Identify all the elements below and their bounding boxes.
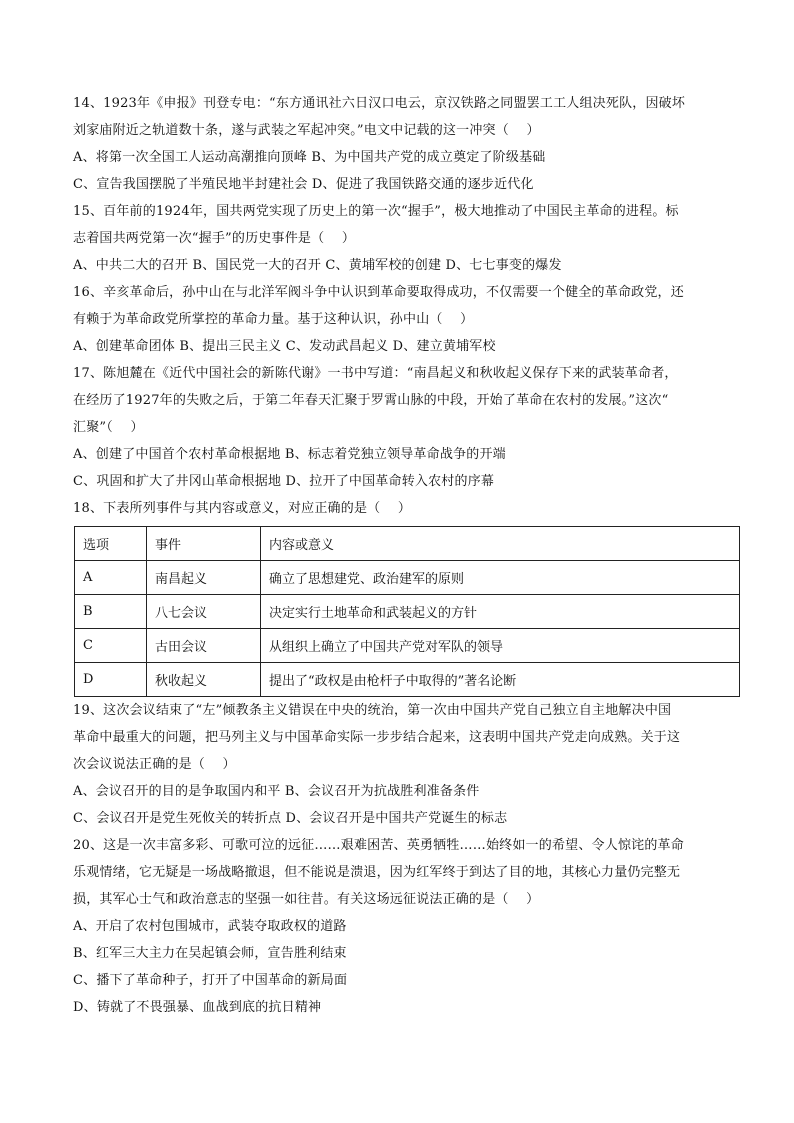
- table-row: [75, 663, 740, 697]
- table-row: [75, 595, 740, 629]
- question-20-option-b: B、红军三大主力在吴起镇会师，宣告胜利结束: [73, 946, 347, 961]
- table-row: [75, 629, 740, 663]
- question-17-options-cd: C、巩固和扩大了井冈山革命根据地 D、拉开了中国革命转入农村的序幕: [73, 474, 495, 489]
- question-17-stem-line-2: 在经历了1927年的失败之后，于第二年春天汇聚于罗霄山脉的中段，开始了革命在农村的发展。”这次“: [73, 393, 669, 408]
- question-17-stem-line-3: 汇聚”（ ）: [73, 420, 144, 435]
- table-cell: D: [75, 663, 147, 697]
- question-20-option-d: D、铸就了不畏强暴、血战到底的抗日精神: [73, 1000, 322, 1015]
- question-19-stem-line-1: 19、这次会议结束了“左”倾教条主义错误在中央的统治，第一次由中国共产党自己独立自主地解决中国: [73, 703, 672, 718]
- table-header-cell: 选项: [75, 527, 147, 561]
- question-14-stem-line-2: 刘家庙附近之轨道数十条，遂与武装之军起冲突。”电文中记载的这一冲突（ ）: [73, 123, 540, 138]
- question-18-stem: 18、下表所列事件与其内容或意义，对应正确的是（ ）: [73, 501, 412, 516]
- question-15: [73, 198, 741, 279]
- table-header-cell: 内容或意义: [261, 527, 740, 561]
- table-header-row: [75, 527, 740, 561]
- question-19-options-ab: A、会议召开的目的是争取国内和平 B、会议召开为抗战胜利准备条件: [73, 784, 480, 799]
- question-17-stem-line-1: 17、陈旭麓在《近代中国社会的新陈代谢》一书中写道：“南昌起义和秋收起义保存下来的武装革命者，: [73, 366, 678, 381]
- question-20-stem-line-3: 损，其军心士气和政治意志的坚强一如往昔。有关这场远征说法正确的是（ ）: [73, 892, 540, 907]
- question-20-stem-line-1: 20、这是一次丰富多彩、可歌可泣的远征……艰难困苦、英勇牺牲……始终如一的希望、令人惊诧的革命: [73, 838, 684, 853]
- question-14-options-ab: A、将第一次全国工人运动高潮推向顶峰 B、为中国共产党的成立奠定了阶级基础: [73, 150, 546, 165]
- question-14-options-cd: C、宣告我国摆脱了半殖民地半封建社会 D、促进了我国铁路交通的逐步近代化: [73, 177, 534, 192]
- table-cell: B: [75, 595, 147, 629]
- question-19-stem-line-2: 革命中最重大的问题，把马列主义与中国革命实际一步步结合起来，这表明中国共产党走向成熟。关于这: [73, 730, 681, 745]
- table-cell: 从组织上确立了中国共产党对军队的领导: [261, 629, 740, 663]
- question-18-table: [74, 526, 740, 697]
- table-row: [75, 561, 740, 595]
- question-20-option-c: C、播下了革命种子，打开了中国革命的新局面: [73, 973, 348, 988]
- table-cell: 提出了“政权是由枪杆子中取得的”著名论断: [261, 663, 740, 697]
- question-14: [73, 90, 741, 198]
- question-17-options-ab: A、创建了中国首个农村革命根据地 B、标志着党独立领导革命战争的开端: [73, 447, 506, 462]
- question-15-options: A、中共二大的召开 B、国民党一大的召开 C、黄埔军校的创建 D、七七事变的爆发: [73, 258, 562, 273]
- question-14-stem-line-1: 14、1923年《申报》刊登专电：“东方通讯社六日汉口电云，京汉铁路之同盟罢工工人组决死队，因破坏: [73, 96, 686, 111]
- question-16-options: A、创建革命团体 B、提出三民主义 C、发动武昌起义 D、建立黄埔军校: [73, 339, 496, 354]
- table-cell: 秋收起义: [147, 663, 261, 697]
- table-cell: 古田会议: [147, 629, 261, 663]
- table-cell: 八七会议: [147, 595, 261, 629]
- question-20-stem-line-2: 乐观情绪，它无疑是一场战略撤退，但不能说是溃退，因为红军终于到达了目的地，其核心力量仍完整无: [73, 865, 681, 880]
- table-cell: A: [75, 561, 147, 595]
- table-cell: C: [75, 629, 147, 663]
- exam-page: [73, 90, 741, 1021]
- question-19-options-cd: C、会议召开是党生死攸关的转折点 D、会议召开是中国共产党诞生的标志: [73, 811, 508, 826]
- question-19-stem-line-3: 次会议说法正确的是（ ）: [73, 757, 236, 772]
- question-18: [73, 495, 741, 697]
- table-cell: 南昌起义: [147, 561, 261, 595]
- question-16-stem-line-1: 16、辛亥革命后，孙中山在与北洋军阀斗争中认识到革命要取得成功，不仅需要一个健全的革命政党，还: [73, 285, 684, 300]
- question-16: [73, 279, 741, 360]
- table-cell: 决定实行土地革命和武装起义的方针: [261, 595, 740, 629]
- question-20: [73, 832, 741, 1021]
- question-17: [73, 360, 741, 495]
- question-16-stem-line-2: 有赖于为革命政党所掌控的革命力量。基于这种认识，孙中山（ ）: [73, 312, 474, 327]
- question-15-stem-line-2: 志着国共两党第一次“握手”的历史事件是（ ）: [73, 231, 356, 246]
- table-header-cell: 事件: [147, 527, 261, 561]
- question-19: [73, 697, 741, 832]
- question-20-option-a: A、开启了农村包围城市，武装夺取政权的道路: [73, 919, 347, 934]
- table-cell: 确立了思想建党、政治建军的原则: [261, 561, 740, 595]
- question-15-stem-line-1: 15、百年前的1924年，国共两党实现了历史上的第一次“握手”，极大地推动了中国民主革命的进程。标: [73, 204, 679, 219]
